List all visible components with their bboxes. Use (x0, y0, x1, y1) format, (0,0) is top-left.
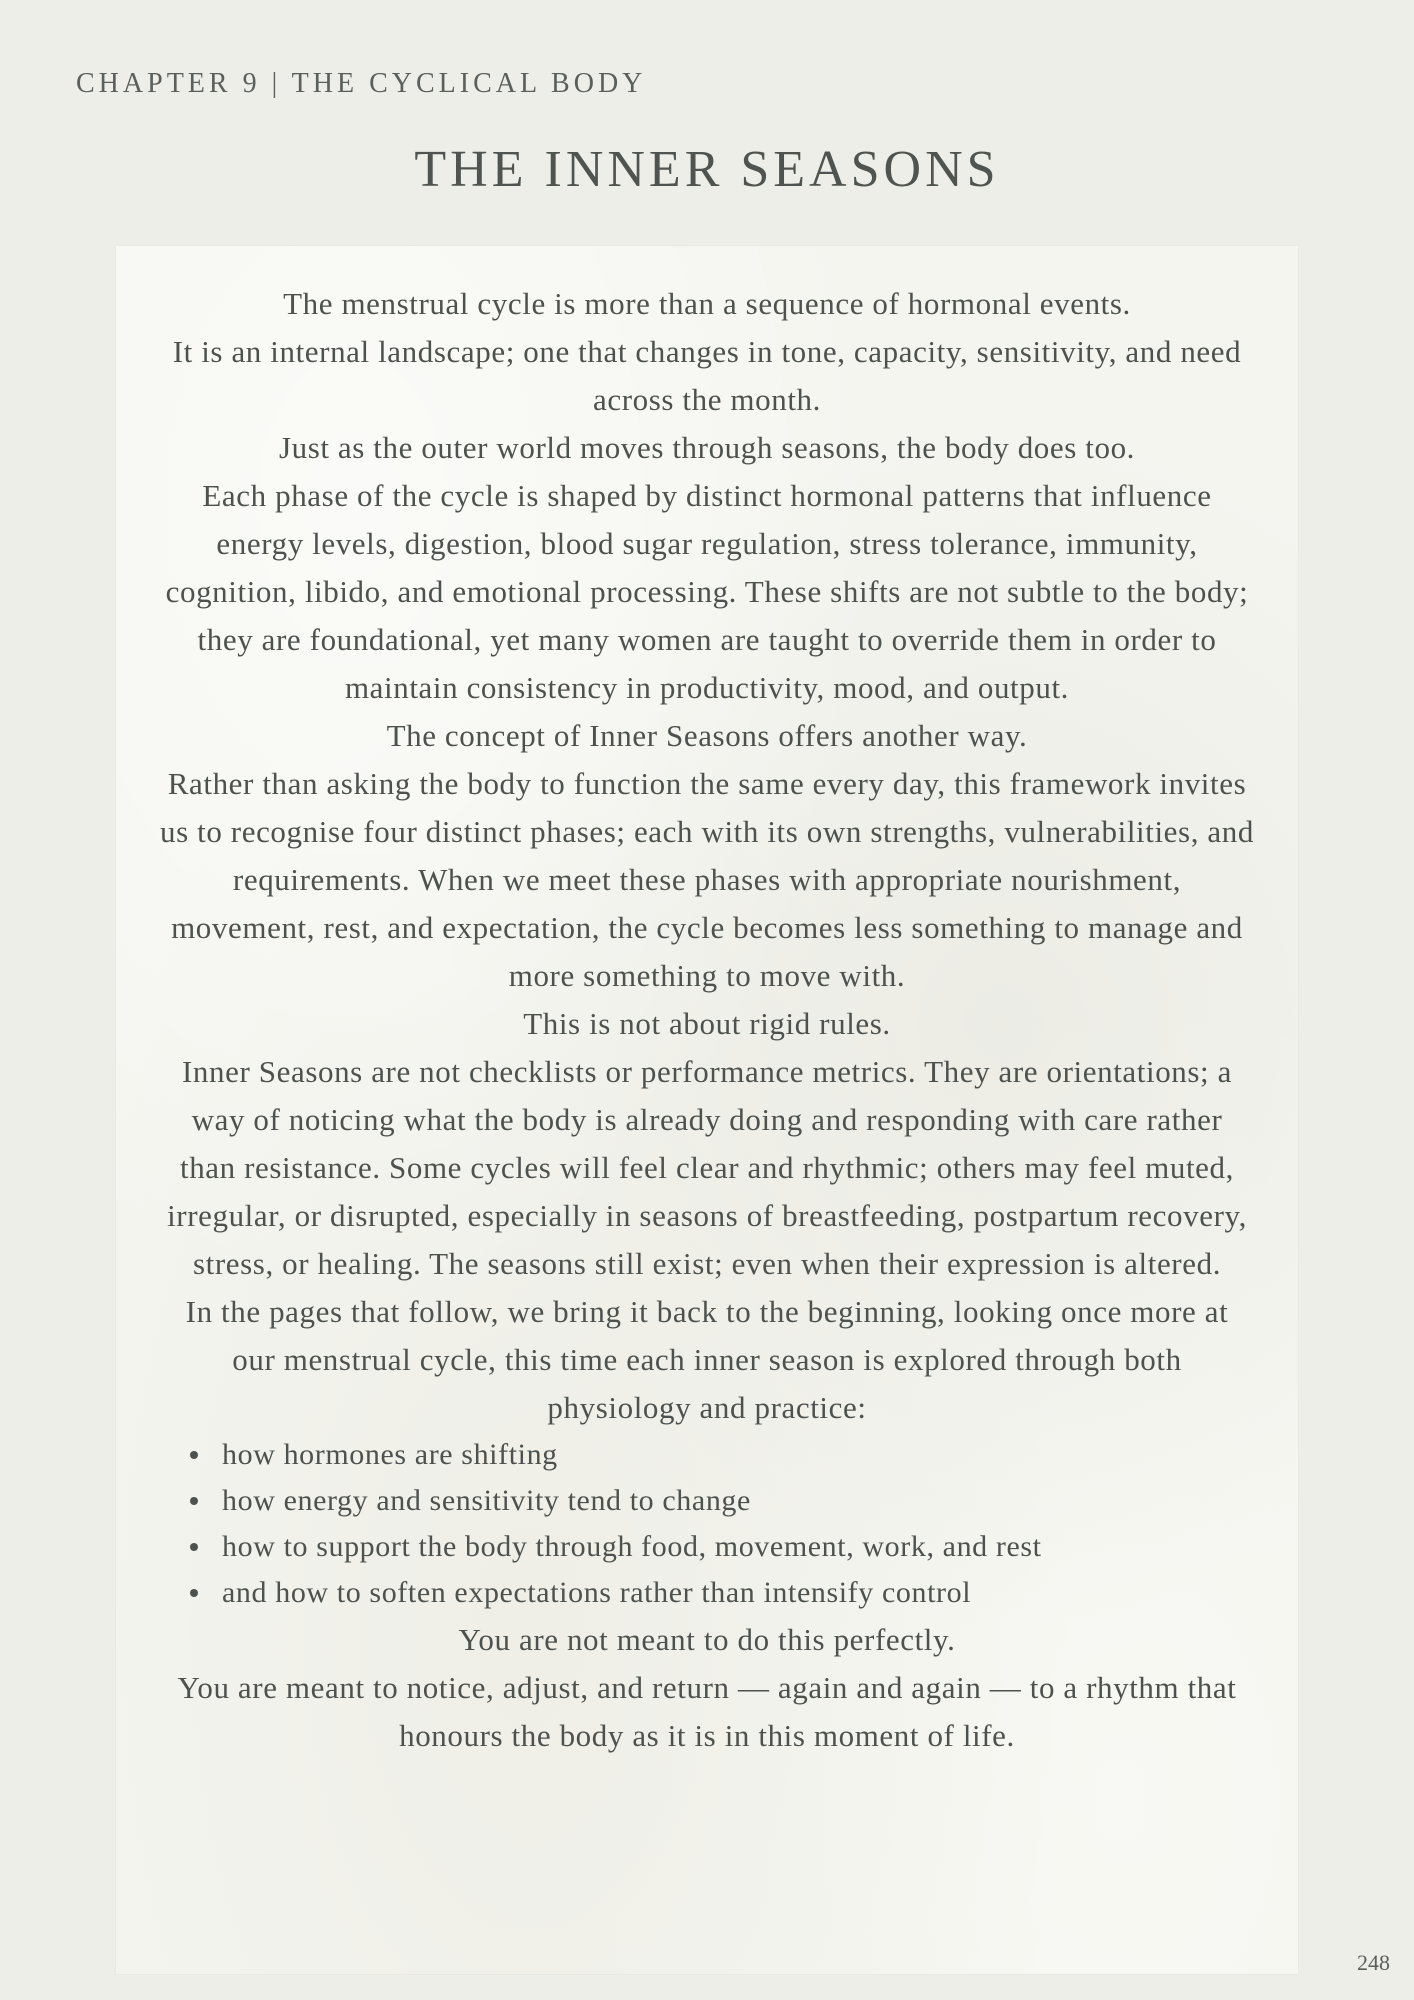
bullet-icon (190, 1451, 198, 1459)
bullet-icon (190, 1497, 198, 1505)
paragraph: It is an internal landscape; one that changes in tone, capacity, sensitivity, and need across the month. (172, 334, 1242, 417)
paragraph: In the pages that follow, we bring it back to the beginning, looking once more at our menstrual cycle, this time each inner season is explored through both physiology and practice: (185, 1294, 1229, 1425)
list-item-text: how hormones are shifting (222, 1438, 558, 1471)
paragraph: The menstrual cycle is more than a sequence of hormonal events. (283, 286, 1131, 321)
list-item-text: how energy and sensitivity tend to change (222, 1484, 751, 1517)
list-item (160, 1432, 1254, 1478)
paragraph: You are not meant to do this perfectly. (458, 1622, 956, 1657)
list-item-text: how to support the body through food, movement, work, and rest (222, 1530, 1042, 1563)
paragraph: You are meant to notice, adjust, and return — again and again — to a rhythm that honours the body as it is in this moment of life. (177, 1670, 1237, 1753)
paragraph: This is not about rigid rules. (523, 1006, 891, 1041)
paragraph: Rather than asking the body to function the same every day, this framework invites us to recognise four distinct phases; each with its own strengths, vulnerabilities, and requirements. When we meet these phases with appropriate nourishment, movement, rest, and expectation, the cycle becomes less something to manage and more something to move with. (160, 766, 1254, 993)
paragraph: The concept of Inner Seasons offers another way. (386, 718, 1028, 753)
page-title: THE INNER SEASONS (414, 141, 1000, 198)
bullet-list (160, 1432, 1254, 1616)
paragraph: Just as the outer world moves through seasons, the body does too. (278, 430, 1136, 465)
list-item-text: and how to soften expectations rather than intensify control (222, 1576, 972, 1609)
list-item (160, 1478, 1254, 1524)
bullet-icon (190, 1543, 198, 1551)
chapter-header: CHAPTER 9 | THE CYCLICAL BODY (76, 68, 647, 99)
bullet-icon (190, 1589, 198, 1597)
body-text (160, 280, 1254, 1760)
paragraph: Inner Seasons are not checklists or performance metrics. They are orientations; a way of noticing what the body is already doing and responding with care rather than resistance. Some cycles will feel clear and rhythmic; others may feel muted, irregular, or disrupted, especially in seasons of breastfeeding, postpartum recovery, stress, or healing. The seasons still exist; even when their expression is altered. (167, 1054, 1247, 1281)
page-number: 248 (1357, 1950, 1390, 1975)
list-item (160, 1570, 1254, 1616)
list-item (160, 1524, 1254, 1570)
paragraph: Each phase of the cycle is shaped by distinct hormonal patterns that influence energy levels, digestion, blood sugar regulation, stress tolerance, immunity, cognition, libido, and emotional processing. These shifts are not subtle to the body; they are foundational, yet many women are taught to override them in order to maintain consistency in productivity, mood, and output. (165, 478, 1249, 705)
